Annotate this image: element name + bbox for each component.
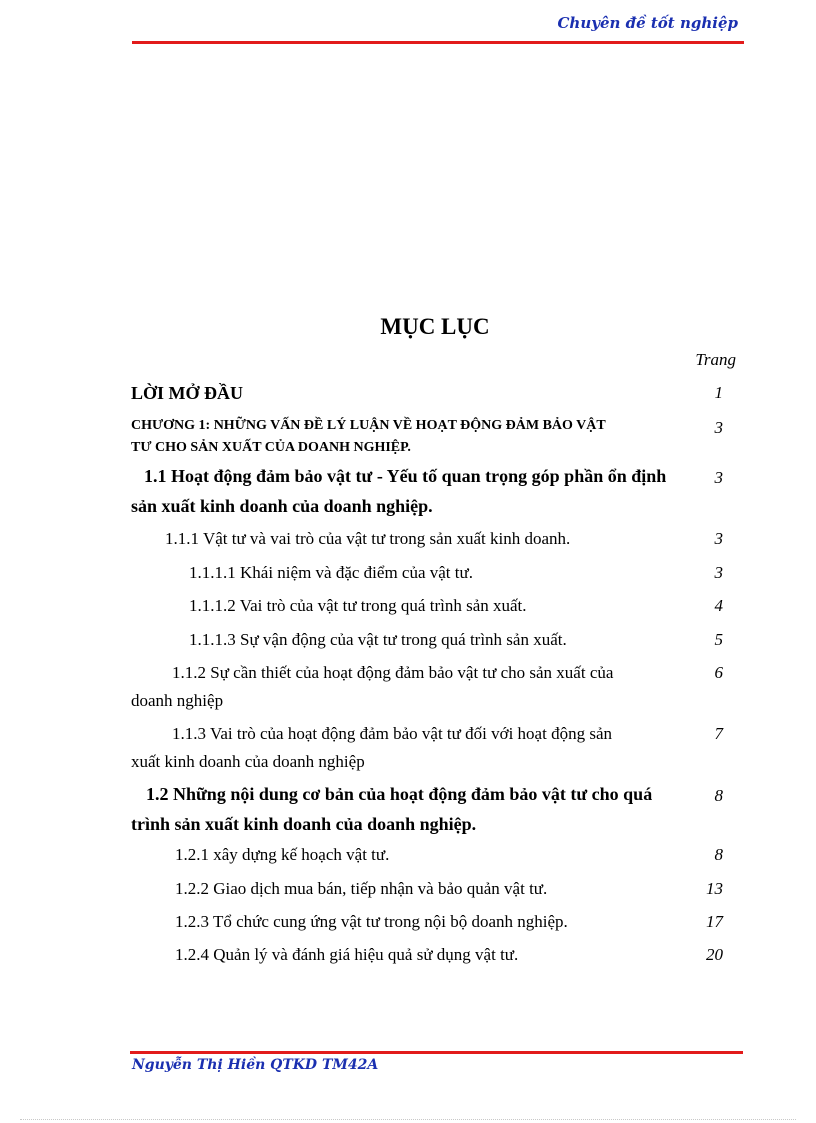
toc-entry-page: 1 (714, 383, 723, 402)
toc-entry-label: 1.1.2 Sự cần thiết của hoạt động đảm bảo vật tư cho sản xuất của (172, 663, 614, 682)
header-rule (132, 41, 744, 44)
header-title: Chuyên đề tốt nghiệp (557, 14, 738, 32)
toc-entry-label-cont: doanh nghiệp (131, 691, 224, 710)
toc-entry-label: LỜI MỞ ĐẦU (131, 383, 243, 403)
toc-entry-label: 1.2.3 Tổ chức cung ứng vật tư trong nội bộ doanh nghiệp. (175, 912, 568, 931)
toc-entry-label: 1.1.3 Vai trò của hoạt động đảm bảo vật tư đối với hoạt động sản (172, 724, 612, 743)
page-edge-divider (20, 1119, 796, 1120)
toc-entry-page: 3 (714, 468, 723, 487)
toc-entry-label-cont: TƯ CHO SẢN XUẤT CỦA DOANH NGHIỆP. (131, 440, 411, 455)
toc-entry-page: 20 (706, 945, 723, 964)
toc-entry-label: 1.2.1 xây dựng kế hoạch vật tư. (175, 845, 390, 864)
toc-entry-page: 17 (706, 912, 723, 931)
toc-entry-page: 5 (714, 630, 723, 649)
toc-entry-page: 7 (714, 724, 723, 743)
toc-entry-page: 4 (714, 596, 723, 615)
page-column-label: Trang (695, 350, 736, 369)
toc-entry-page: 3 (714, 529, 723, 548)
toc-entry-page: 6 (714, 663, 723, 682)
toc-entry-label: 1.2.2 Giao dịch mua bán, tiếp nhận và bảo quản vật tư. (175, 879, 548, 898)
toc-entry-page: 8 (714, 845, 723, 864)
toc-entry-label-cont: trình sản xuất kinh doanh của doanh nghiệp. (131, 814, 477, 834)
toc-entry-label: CHƯƠNG 1: NHỮNG VẤN ĐỀ LÝ LUẬN VỀ HOẠT ĐỘNG ĐẢM BẢO VẬT (131, 418, 606, 433)
toc-entry-page: 13 (706, 879, 723, 898)
footer-author: Nguyễn Thị Hiền QTKD TM42A (132, 1057, 379, 1073)
toc-entry-page: 3 (714, 418, 723, 437)
toc-entry-page: 8 (714, 786, 723, 805)
toc-entry-label: 1.2.4 Quản lý và đánh giá hiệu quả sử dụng vật tư. (175, 945, 519, 964)
toc-entry-label: 1.1.1.1 Khái niệm và đặc điểm của vật tư. (189, 563, 473, 582)
toc-entry-label: 1.1.1 Vật tư và vai trò của vật tư trong sản xuất kinh doanh. (165, 529, 571, 548)
footer-rule (130, 1051, 743, 1054)
toc-title: MỤC LỤC (380, 314, 490, 339)
toc-entry-label: 1.2 Những nội dung cơ bản của hoạt động đảm bảo vật tư cho quá (146, 784, 653, 804)
toc-entry-label: 1.1 Hoạt động đảm bảo vật tư - Yếu tố quan trọng góp phần ổn định (144, 466, 667, 486)
toc-entry-label: 1.1.1.3 Sự vận động của vật tư trong quá trình sản xuất. (189, 630, 567, 649)
toc-entry-label-cont: xuất kinh doanh của doanh nghiệp (131, 752, 365, 771)
toc-entry-page: 3 (714, 563, 723, 582)
toc-entry-label: 1.1.1.2 Vai trò của vật tư trong quá trình sản xuất. (189, 596, 527, 615)
toc-entry-label-cont: sản xuất kinh doanh của doanh nghiệp. (131, 496, 433, 516)
